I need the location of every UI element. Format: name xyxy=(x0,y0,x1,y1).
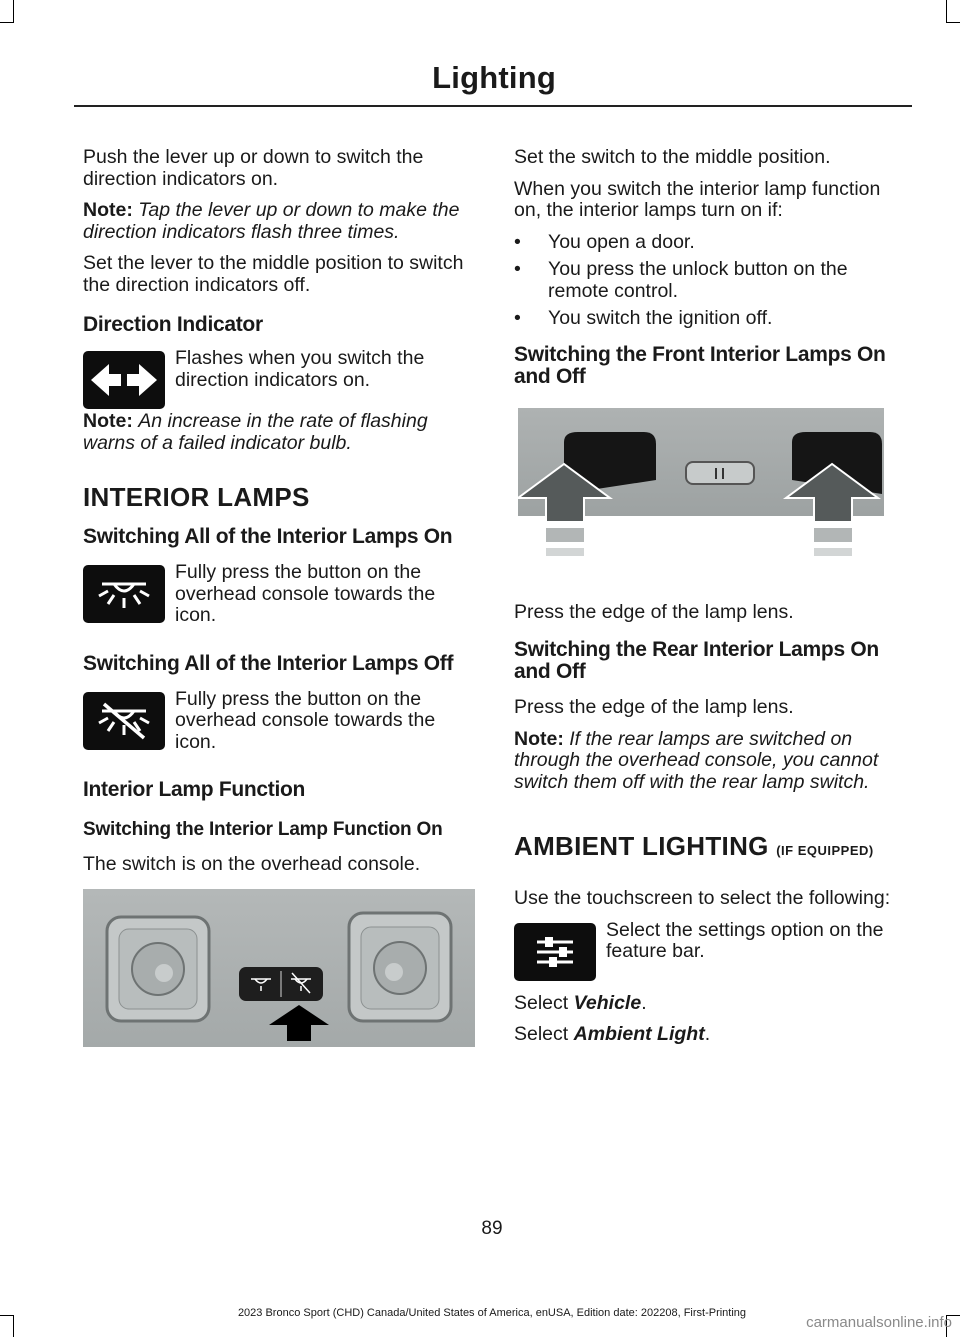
instruction-prefix: Select xyxy=(514,1023,574,1045)
section-heading: Switching the Front Interior Lamps On and Off xyxy=(514,342,886,388)
list-item-text: You press the unlock button on the remote control. xyxy=(548,258,848,302)
section-heading: Interior Lamp Function xyxy=(83,778,306,801)
note-text: An increase in the rate of flashing warns of a failed indicator bulb. xyxy=(83,410,428,454)
crop-mark xyxy=(13,0,14,22)
icon-description-row xyxy=(83,689,475,754)
icon-description-row xyxy=(83,562,475,627)
section-title xyxy=(514,831,909,866)
icon-description: Flashes when you switch the direction indicators on. xyxy=(175,347,425,391)
instruction xyxy=(514,993,909,1015)
icon-description-row xyxy=(514,920,909,981)
page-title: Lighting xyxy=(432,60,556,95)
icon-description: Fully press the button on the overhead console towards the icon. xyxy=(175,687,436,753)
header-rule xyxy=(74,105,912,107)
note-text: If the rear lamps are switched on through the overhead console, you cannot switch them off with the rear lamp switch. xyxy=(514,727,879,793)
subsection-heading: Switching the Interior Lamp Function On xyxy=(83,819,443,840)
front-lamps-illustration xyxy=(514,408,886,566)
list-item xyxy=(514,308,909,330)
note xyxy=(83,200,475,243)
icon-description: Select the settings option on the feature bar. xyxy=(606,918,884,962)
list-item-text: You switch the ignition off. xyxy=(548,307,773,329)
list-item xyxy=(514,259,909,302)
instruction-suffix: . xyxy=(641,991,647,1014)
paragraph: Press the edge of the lamp lens. xyxy=(514,600,794,623)
paragraph: Set the lever to the middle position to switch the direction indicators off. xyxy=(83,252,464,296)
left-column xyxy=(83,147,475,1047)
instruction-prefix: Select xyxy=(514,991,574,1014)
menu-item-ambient-light: Ambient Light xyxy=(573,1023,705,1045)
paragraph: Push the lever up or down to switch the direction indicators on. xyxy=(83,146,424,190)
footer-text: 2023 Bronco Sport (CHD) Canada/United States of America, enUSA, Edition date: 202208, First-Printing xyxy=(237,1307,747,1319)
instruction xyxy=(514,1024,909,1046)
list-item-text: You open a door. xyxy=(548,230,695,253)
interior-lamp-on-icon xyxy=(83,565,165,623)
icon-description-row xyxy=(83,348,475,409)
section-heading: Switching All of the Interior Lamps On xyxy=(83,525,453,548)
section-heading: Direction Indicator xyxy=(83,313,263,336)
bullet-glyph: • xyxy=(514,230,521,253)
note-label: Note: xyxy=(83,199,133,221)
paragraph: Press the edge of the lamp lens. xyxy=(514,696,794,718)
icon-description: Fully press the button on the overhead console towards the icon. xyxy=(175,561,436,626)
note-label: Note: xyxy=(83,410,133,432)
crop-mark xyxy=(946,0,947,22)
note xyxy=(83,411,475,454)
section-title-suffix: (IF EQUIPPED) xyxy=(776,843,874,858)
crop-mark xyxy=(0,22,14,23)
paragraph: Set the switch to the middle position. xyxy=(514,146,831,168)
menu-item-vehicle: Vehicle xyxy=(573,991,642,1014)
section-title-text: AMBIENT LIGHTING xyxy=(514,831,769,861)
section-heading: Switching the Rear Interior Lamps On and Off xyxy=(514,638,879,683)
paragraph: Use the touchscreen to select the following: xyxy=(514,887,891,909)
direction-indicator-arrows-icon xyxy=(83,351,165,409)
paragraph: The switch is on the overhead console. xyxy=(83,852,421,875)
page-number: 89 xyxy=(481,1218,503,1239)
paragraph: When you switch the interior lamp function on, the interior lamps turn on if: xyxy=(514,177,881,221)
note xyxy=(514,729,909,794)
interior-lamp-off-icon xyxy=(83,692,165,750)
note-label: Note: xyxy=(514,727,564,750)
bullet-glyph: • xyxy=(514,258,521,280)
watermark: carmanualsonline.info xyxy=(806,1313,952,1331)
instruction-suffix: . xyxy=(704,1023,711,1045)
section-title: INTERIOR LAMPS xyxy=(83,482,310,512)
settings-sliders-icon xyxy=(514,923,596,981)
note-text: Tap the lever up or down to make the direction indicators flash three times. xyxy=(83,199,460,243)
right-column xyxy=(514,147,909,1046)
bullet-list xyxy=(514,232,909,330)
overhead-console-illustration xyxy=(83,889,475,1047)
crop-mark xyxy=(946,22,960,23)
list-item xyxy=(514,232,909,254)
section-heading: Switching All of the Interior Lamps Off xyxy=(83,651,454,675)
bullet-glyph: • xyxy=(514,307,521,329)
